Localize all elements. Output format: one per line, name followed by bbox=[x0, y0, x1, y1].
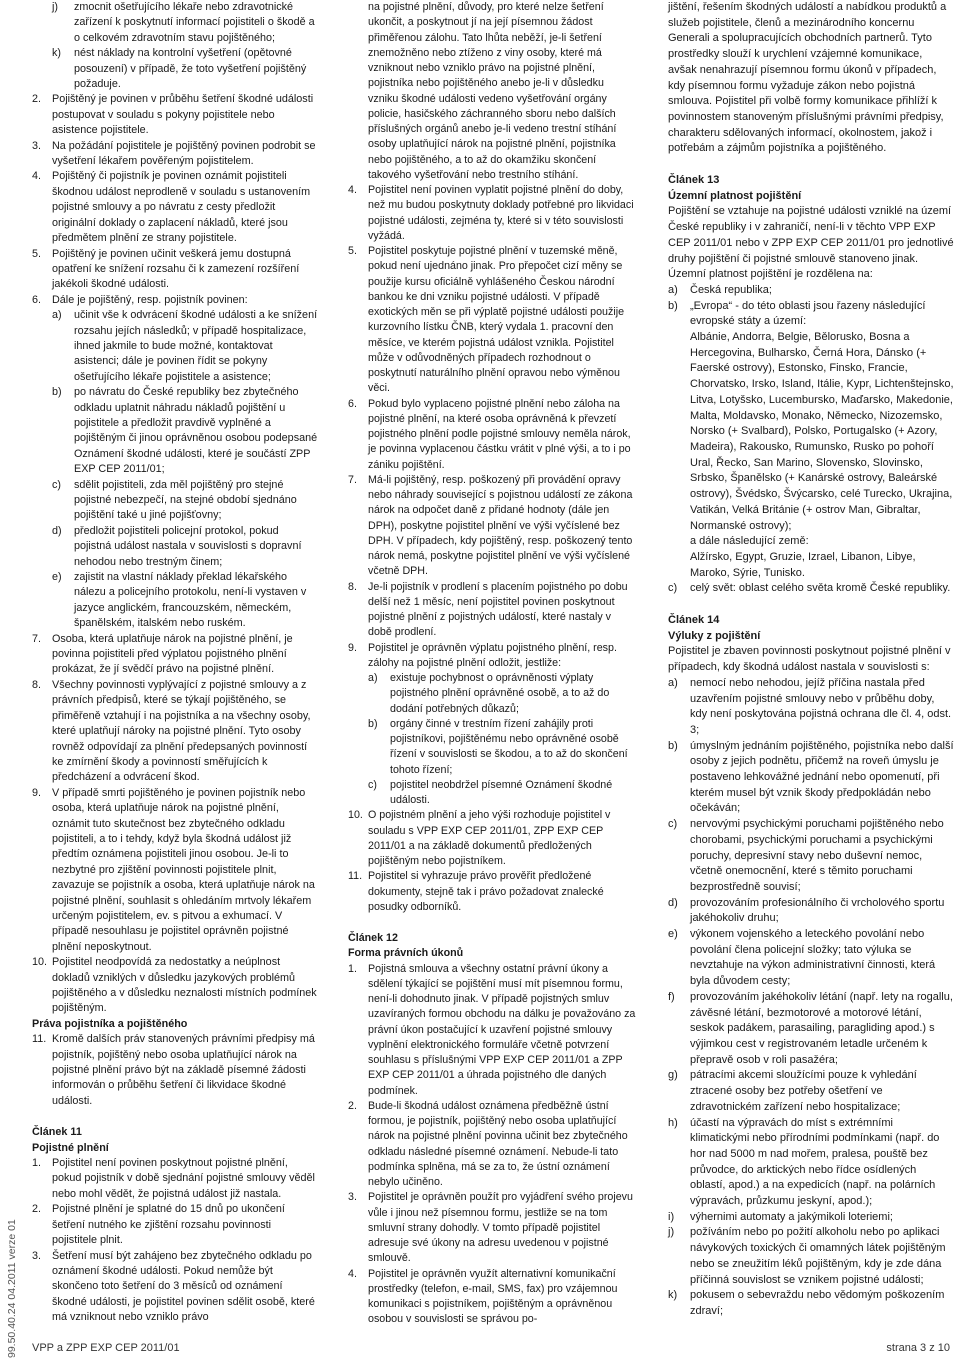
list-item: a) učinit vše k odvrácení škodné události a ke snížení rozsahu jejích následků; v případě hospitalizace, ihned jakmile to bude možné, kontaktovat asistenci; dále je povinen řídit se pokyny ošetřujícího lékaře pojistitele a asistence; bbox=[52, 309, 318, 383]
list-item: k) nést náklady na kontrolní vyšetření (opětovné posouzení) v případě, že toto vyšetření pojištěný požaduje. bbox=[52, 47, 307, 91]
list-item: e) výkonem vojenského a leteckého povolání nebo povolání člena policejní složky; tato výluka se nevztahuje na výkon administrativní činnosti, která byla důvodem cesty; bbox=[668, 928, 936, 988]
article-title: Článek 11 bbox=[32, 1126, 82, 1139]
list-item: 2. Bude-li škodná událost oznámena předběžně ústní formou, je pojistník, pojištěný nebo osoba uplatňující nárok na pojistné plnění povinna učinit bez zbytečného odkladu následné písemné oznámení. Nebude-li tato podmínka splněna, má se za to, že ústní oznámení nebylo učiněno. bbox=[348, 1099, 628, 1188]
list-item: j) zmocnit ošetřujícího lékaře nebo zdravotnické zařízení k poskytnutí informací pojistiteli o škodě a o celkovém zdravotním stavu pojištěného; bbox=[52, 1, 315, 44]
list-item: 6. Pokud bylo vyplaceno pojistné plnění nebo záloha na pojistné plnění, na které osoba oprávněná k převzetí pojistného plnění podle pojistné smlouvy neměla nárok, je povinna vyplacenou částku vrátit v plné výši, a to i po zániku pojištění. bbox=[348, 397, 631, 471]
list-item: b) „Evropa“ - do této oblasti jsou řazeny následující evropské státy a území: bbox=[668, 299, 926, 328]
list-item: b) orgány činné v trestním řízení zahájily proti pojistníkovi, pojištěnému nebo oprávněné osobě řízení v souvislosti se škodou, a to až do skončení tohoto řízení; bbox=[368, 717, 628, 776]
list-item: 7. Osoba, která uplatňuje nárok na pojistné plnění, je povinna pojistiteli před výplatou pojistného plnění prokázat, že jí svědčí právo na pojistné plnění. bbox=[32, 632, 293, 676]
country-list: Albánie, Andorra, Belgie, Bělorusko, Bosna a Hercegovina, Bulharsko, Černá Hora, Dánsko (+ Faerské ostrovy), Estonsko, Finsko, Francie, Chorvatsko, Irsko, Island, Itálie, Kypr, Lichtenštejnsko, Litva, Lotyšsko, Lucembursko, Maďarsko, Makedonie, Malta, Moldavsko, Monako, Německo, Nizozemsko, Norsko (+ Svalbard), Polsko, Portugalsko (+ Azory, Madeira), Rakousko, Rumunsko, Rusko po pohoří Ural, Řecko, San Marino, Slovensko, Slovinsko, Srbsko, Španělsko (+ Kanárské ostrovy, Baleárské ostrovy), Švédsko, Švýcarsko, celé Turecko, Ukrajina, Vatikán, Velká Británie (+ ostrov Man, Gibraltar, Normanské ostrovy); bbox=[690, 331, 954, 532]
list-item: i) výhernimi automaty a jakýmikoli loteriemi; bbox=[668, 1210, 893, 1223]
list-item: 1. Pojistná smlouva a všechny ostatní právní úkony a sdělení týkající se pojištění musí mít písemnou formu, není-li dohodnuto jinak. V případě pojistných smluv uzavíraných formou obchodu na dálku je považováno za právní úkon postačující k uzavření pojistné smlouvy vyplnění elektronického formuláře včetně potvrzení souhlasu s příslušnými VPP EXP CEP 2011/01 a ZPP EXP CEP 2011/01 a úhrada pojistného dle daných podmínek. bbox=[348, 962, 636, 1097]
list-item: d) provozováním profesionálního či vrcholového sportu jakéhokoliv druhu; bbox=[668, 896, 945, 925]
list-item: 6. Dále je pojištěný, resp. pojistník povinen: bbox=[32, 293, 248, 306]
list-item: k) pokusem o sebevraždu nebo vědomým poškozením zdraví; bbox=[668, 1289, 945, 1317]
list-item: 3. Pojistitel je oprávněn použít pro vyjádření svého projevu vůle i jinou než písemnou formu, jestliže se na tom smluvní strany dohodly. V tomto případě pojistitel adresuje své úkony na adresu uvedenou v pojistné smlouvě. bbox=[348, 1191, 633, 1265]
list-item: j) požíváním nebo po požití alkoholu nebo po aplikaci návykových toxických či omamných látek pojištěným nebo se zneužitím léků pojištěným, kdy je zde dána příčinná souvislost se vznikem pojistné události; bbox=[668, 1226, 946, 1286]
article-title: Článek 13 bbox=[668, 174, 720, 187]
article-subtitle: Forma právních úkonů bbox=[348, 947, 464, 960]
paragraph: Pojistitel je zbaven povinnosti poskytnout pojistné plnění v případech, kdy škodná událost nastala v souvislosti s: bbox=[668, 645, 951, 674]
column-right bbox=[668, 0, 954, 1320]
column-middle bbox=[348, 0, 636, 1328]
footer-page-number: strana 3 z 10 bbox=[886, 1342, 950, 1354]
column-left bbox=[32, 0, 318, 1326]
list-item: 9. V případě smrti pojištěného je povinen pojistník nebo osoba, která uplatňuje nárok na pojistné plnění, oznámit tuto skutečnost bez zbytečného odkladu pojistiteli, a to i tehdy, když byla škodná událost již předtím oznámena pojistiteli jinou osobou. Je-li to nezbytné pro zjištění povinnosti pojistitele plnit, zavazuje se pojistník a osoba, která uplatňuje nárok na pojistné plnění, souhlasit s ohledáním mrtvoly lékařem určeným pojistitelem, ev. s pitvou a exhumací. V případě nesouhlasu je pojistitel oprávněn pojistné plnění neposkytnout. bbox=[32, 786, 315, 953]
list-item: 4. Pojistitel je oprávněn využít alternativní komunikační prostředky (telefon, e-mail, SMS, fax) pro vzájemnou komunikaci s pojistníkem, pojištěným a oprávněnou osobou v souvislosti se správou po- bbox=[348, 1267, 618, 1326]
list-item: b) po návratu do České republiky bez zbytečného odkladu uplatnit náhradu nákladů pojištění u pojistitele a předložit pravdivě vyplněné a pojištěným či jinou oprávněnou osobou podepsané Oznámení škodné události, které je součástí ZPP EXP CEP 2011/01; bbox=[52, 386, 318, 476]
country-list: Alžírsko, Egypt, Gruzie, Izrael, Libanon, Libye, Maroko, Sýrie, Tunisko. bbox=[690, 550, 916, 579]
list-item: 11. Pojistitel si vyhrazuje právo prověřit předložené dokumenty, stejně tak i právo požadovat znalecké posudky odborníků. bbox=[348, 870, 604, 913]
list-item: 11. Kromě dalších práv stanovených právními předpisy má pojistník, pojištěný nebo osoba uplatňující nárok na pojistné plnění právo být na základě písemné žádosti informován o průběhu šetření či likvidace škodné události. bbox=[32, 1033, 315, 1107]
list-item: a) Česká republika; bbox=[668, 283, 772, 296]
list-item: 5. Pojistitel poskytuje pojistné plnění v tuzemské měně, pokud není ujednáno jinak. Pro přepočet cizí měny se použije kursu oficiálně vyhlášeného Českou národní bankou ke dni vzniku pojistné události. V případě exotických měn se při výplatě pojistné události použije kurzovního lístku ČNB, který vydala 1. pracovní den měsíce, ve kterém pojistná událost vznikla. Pojistitel může v odůvodněných případech rozhodnout o poskytnutí naturálního plnění opravou nebo výměnou věci. bbox=[348, 245, 625, 395]
list-item: c) celý svět: oblast celého světa kromě České republiky. bbox=[668, 582, 951, 595]
list-item: 8. Je-li pojistník v prodlení s placením pojistného po dobu delší než 1 měsíc, není pojistitel povinen poskytnout pojistné plnění z pojistných událostí, které nastaly v době prodlení. bbox=[348, 580, 628, 639]
list-item: 5. Pojištěný je povinen učinit veškerá jemu dostupná opatření ke snížení rozsahu či k zamezení rozšíření jakékoli škodné události. bbox=[32, 247, 300, 291]
article-subtitle: Pojistné plnění bbox=[32, 1141, 109, 1154]
list-item: a) nemocí nebo nehodou, jejíž příčina nastala před uzavřením pojistné smlouvy nebo v průběhu doby, kdy není poskytována pojistná ochrana dle čl. 4, odst. 3; bbox=[668, 676, 952, 736]
list-item: 10. O pojistném plnění a jeho výši rozhoduje pojistitel v souladu s VPP EXP CEP 2011/01, ZPP EXP CEP 2011/01 a na základě dokumentů předložených pojištěným nebo pojistníkem. bbox=[348, 809, 611, 867]
footer-document-code: VPP a ZPP EXP CEP 2011/01 bbox=[32, 1342, 180, 1354]
list-item: c) pojistitel neobdržel písemné Oznámení škodné události. bbox=[368, 778, 613, 806]
paragraph: na pojistné plnění, důvody, pro které nelze šetření ukončit, a poskytnout jí na její písemnou žádost přiměřenou zálohu. Tato lhůta neběží, je-li šetření znemožněno nebo ztíženo z viny osoby, které má vzniknout nebo vzniklo právo na pojistné plnění, pojistníka nebo pojištěného anebo je-li v důsledku vzniku škodné události vedeno vyšetřování orgány policie, hasičského záchranného sboru nebo dalších příslušných orgánů anebo je-li vedeno trestní stíhání osoby uplatňující nárok na pojistné plnění, pojistníka nebo pojištěného, a to až do okamžiku skončení takového vyšetřování nebo trestního stíhání. bbox=[368, 1, 617, 181]
list-item: a) existuje pochybnost o oprávněnosti výplaty pojistného plnění oprávněné osobě, a to až do dodání potřebných důkazů; bbox=[368, 672, 610, 715]
list-item: e) zajistit na vlastní náklady překlad lékařského nálezu a policejního protokolu, není-li vystaven v jazyce anglickém, francouzském, německém, španělském, italském nebo ruském. bbox=[52, 571, 307, 630]
article-title: Článek 12 bbox=[348, 932, 398, 944]
list-item: 7. Má-li pojištěný, resp. poškozený při provádění opravy nebo náhrady související s pojistnou událostí ze zákona nárok na odpočet daně z přidané hodnoty (dále jen DPH), poskytne pojistitel plnění ve výši vyčíslené bez DPH. V případech, kdy pojištěný, resp. poškozený tento nárok nemá, poskytne pojistitel plnění ve výši vyčíslené včetně DPH. bbox=[348, 473, 633, 578]
list-item: g) pátracími akcemi sloužícími pouze k vyhledání ztracené osoby bez potřeby ošetření ve zdravotnickém zařízení nebo hospitalizace; bbox=[668, 1069, 917, 1113]
list-item: 4. Pojistitel není povinen vyplatit pojistné plnění do doby, než mu budou poskytnuty doklady potřebné pro likvidaci pojistné události, zejména ty, které si v této souvislosti vyžádá. bbox=[348, 184, 634, 242]
article-title: Článek 14 bbox=[668, 614, 720, 627]
list-item: 8. Všechny povinnosti vyplývající z pojistné smlouvy a z právních předpisů, které se týkají pojištěného, se přiměřeně vztahují i na pojistníka a na všechny osoby, které uplatňují nároky na pojistné plnění. Tyto osoby rovněž odpovídají za plnění předepsaných povinností ke zmírnění škody a povinností směřujících k předcházení a odvrácení škod. bbox=[32, 678, 311, 784]
document-version-note: 99.50.40.24 04.2011 verze 01 bbox=[6, 1219, 18, 1358]
list-item: 2. Pojistné plnění je splatné do 15 dnů po ukončení šetření nutného ke zjištění rozsahu povinnosti pojistitele plnit. bbox=[32, 1203, 285, 1247]
list-item: 3. Šetření musí být zahájeno bez zbytečného odkladu po oznámení škodné události. Pokud nemůže být skončeno toto šetření do 3 měsíců od oznámení škodné události, je pojistitel povinen sdělit osobě, které má vzniknout nebo vzniklo právo bbox=[32, 1249, 315, 1324]
section-heading: Práva pojistníka a pojištěného bbox=[32, 1017, 188, 1030]
article-subtitle: Územní platnost pojištění bbox=[668, 189, 802, 202]
list-item: h) účastí na výpravách do míst s extrémními klimatickými nebo přírodními podmínkami (např. do hor nad 5000 m nad mořem, pralesa, pouště bez průvodce, do arktických nebo řídce osídlených oblastí, apod.) a na expedicích (např. na polárních výpravách, průzkumu jeskyní, apod.); bbox=[668, 1116, 940, 1208]
paragraph: a dále následující země: bbox=[690, 535, 809, 548]
list-item: d) předložit pojistiteli policejní protokol, pokud pojistná událost nastala v souvislosti s dopravní nehodou nebo trestným činem; bbox=[52, 524, 302, 568]
list-item: 10. Pojistitel neodpovídá za nedostatky a neúplnost dokladů vzniklých v důsledku jazykových problémů pojištěného a v důsledku neznalosti místních podmínek pojištěným. bbox=[32, 956, 317, 1015]
list-item: b) úmyslným jednáním pojištěného, pojistníka nebo další osoby z jejich podnětu, přičemž na roveň úmyslu je postaveno lehkovážné jednání nebo opomenutí, při kterém musel být vznik škody předpokládán nebo očekáván; bbox=[668, 739, 954, 815]
paragraph: Pojištění se vztahuje na pojistné události vzniklé na území České republiky i v zahraničí, není-li v těchto VPP EXP CEP 2011/01 nebo v ZPP EXP CEP 2011/01 pro jednotlivé druhy pojištění či pojistné smlouvě stanoveno jinak. bbox=[668, 205, 954, 265]
paragraph: jištění, řešením škodných událostí a nabídkou produktů a služeb pojistitele, členů a mezinárodního koncernu Generali a spolupracujících obchodních partnerů. Tyto prostředky slouží k urychlení vzájemné komunikace, avšak nenahrazují písemnou formu úkonů v případech, kdy písemnou formu vyžaduje zákon nebo pojistná smlouva. Pojistitel při volbě formy komunikace přihlíží k povinnostem stanoveným příslušnými právními předpisy, charakteru sdělovaných informací, okolnostem, jakož i potřebám a zájmům pojistníka a pojištěného. bbox=[668, 1, 947, 155]
list-item: 4. Pojištěný či pojistník je povinen oznámit pojistiteli škodnou událost neprodleně v souladu s ustanovením pojistné smlouvy a po návratu z cesty předložit originální doklady o zaplacení nákladů, které jsou předmětem plnění ze strany pojistitele. bbox=[32, 170, 311, 245]
list-item: f) provozováním jakéhokoliv létání (např. lety na rogallu, závěsné létání, bezmotorové a motorové létání, seskok padákem, parasailing, paragliding apod.) s výjimkou cest v registrovaném letadle určeném k přepravě osob v roli pasažéra; bbox=[668, 990, 953, 1066]
list-item: 1. Pojistitel není povinen poskytnout pojistné plnění, pokud pojistník v době sjednání pojistné smlouvy věděl nebo mohl vědět, že pojistná událost již nastala. bbox=[32, 1157, 315, 1200]
list-item: c) nervovými psychickými poruchami pojištěného nebo chorobami, psychickými poruchami a psychickými poruchy, depresivní stavy nebo duševní nemoc, včetně onemocnění, které s těmito poruchami bezprostředně souvisí; bbox=[668, 818, 944, 893]
article-subtitle: Výluky z pojištění bbox=[668, 629, 761, 642]
list-item: 3. Na požádání pojistitele je pojištěný povinen podrobit se vyšetření lékařem pověřeným pojistitelem. bbox=[32, 139, 316, 168]
list-item: c) sdělit pojistiteli, zda měl pojištěný pro stejné pojistné nebezpečí, na stejné období sjednáno pojištění také u jiné pojišťovny; bbox=[52, 478, 297, 522]
list-item: 9. Pojistitel je oprávněn výplatu pojistného plnění, resp. zálohy na pojistné plnění odložit, jestliže: bbox=[348, 641, 617, 669]
list-item: 2. Pojištěný je povinen v průběhu šetření škodné události postupovat v souladu s pokyny pojistitele nebo asistence pojistitele. bbox=[32, 93, 314, 137]
paragraph: Územní platnost pojištění je rozdělena na: bbox=[668, 268, 873, 281]
